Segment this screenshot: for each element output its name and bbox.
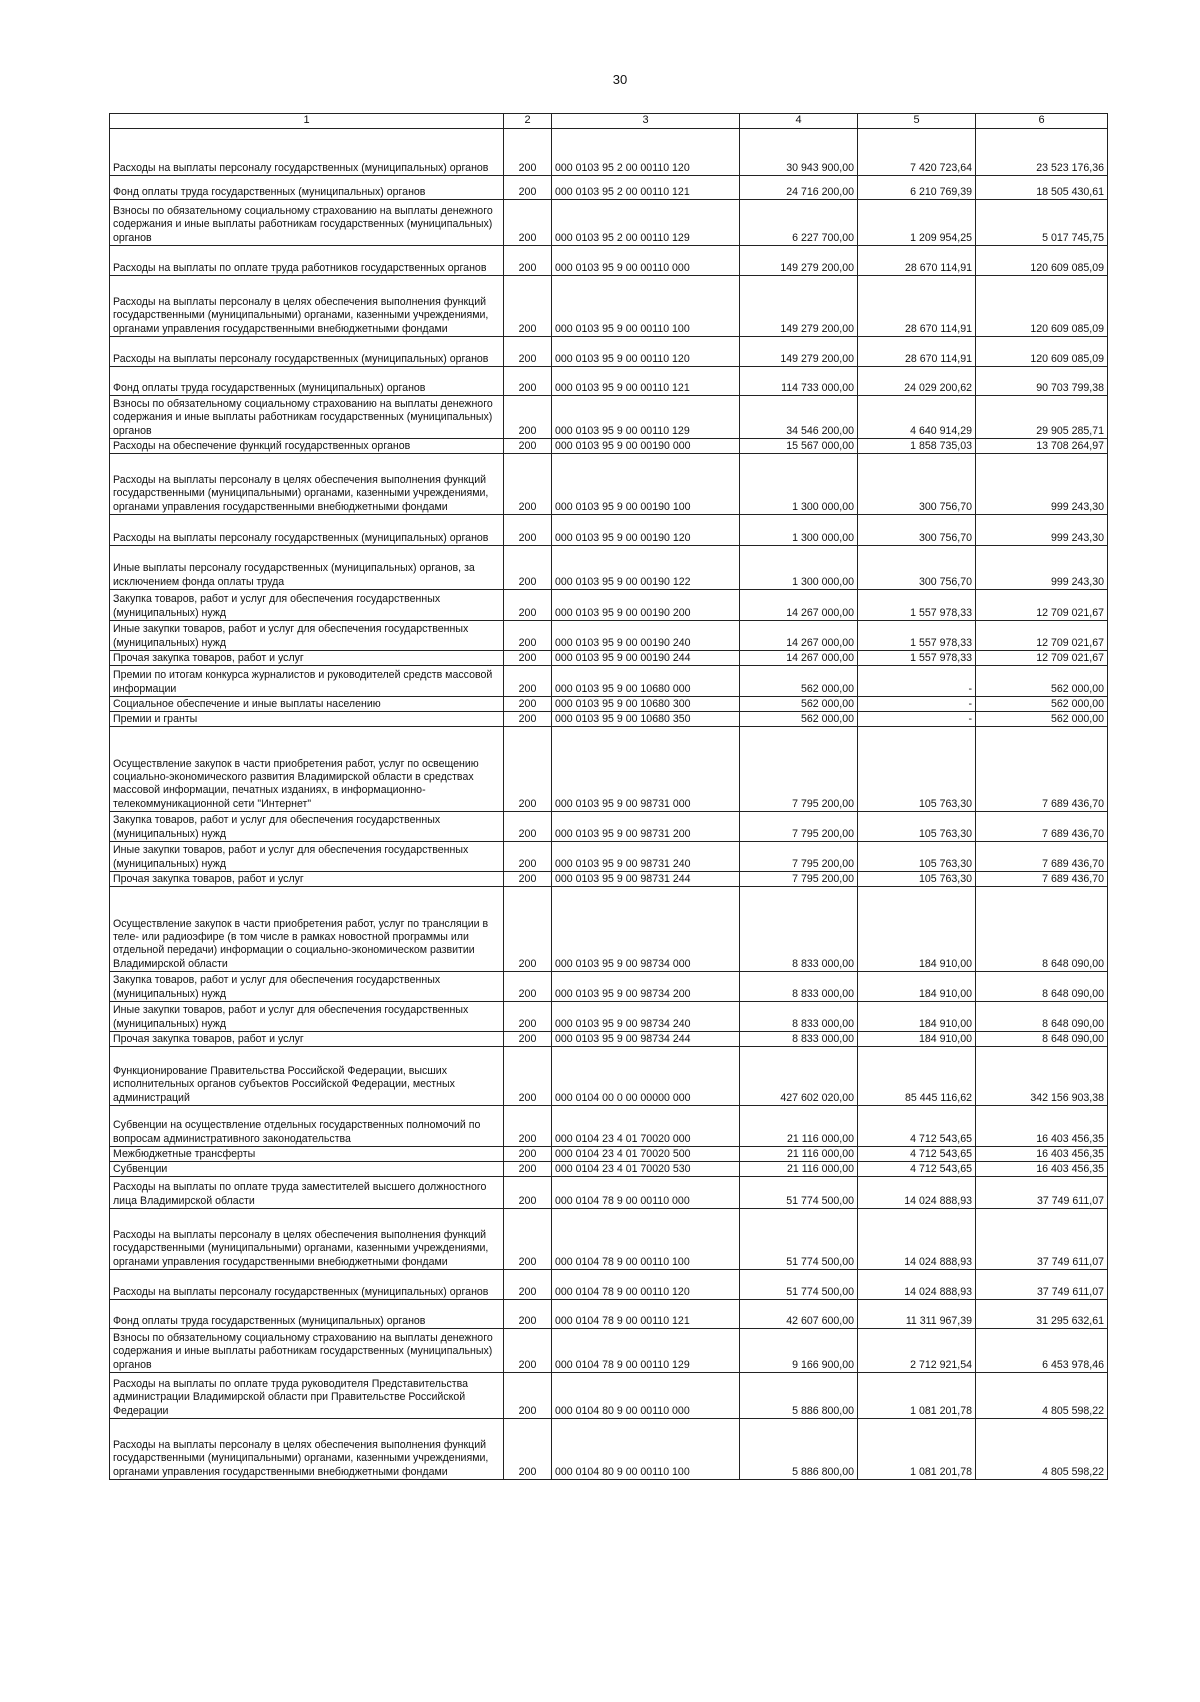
row-unexecuted: 120 609 085,09 <box>976 275 1108 336</box>
table-row <box>110 336 1108 366</box>
row-approved: 114 733 000,00 <box>740 366 858 395</box>
row-name: Фонд оплаты труда государственных (муниципальных) органов <box>110 366 504 395</box>
table-row <box>110 1269 1108 1299</box>
row-approved: 7 795 200,00 <box>740 811 858 841</box>
row-unexecuted: 8 648 090,00 <box>976 886 1108 971</box>
row-unexecuted: 120 609 085,09 <box>976 245 1108 275</box>
row-class-code: 000 0104 00 0 00 00000 000 <box>552 1046 740 1105</box>
row-approved: 8 833 000,00 <box>740 971 858 1001</box>
row-class-code: 000 0103 95 9 00 00190 000 <box>552 438 740 453</box>
row-line-code: 200 <box>504 545 552 589</box>
row-approved: 562 000,00 <box>740 696 858 711</box>
row-line-code: 200 <box>504 841 552 871</box>
table-row <box>110 438 1108 453</box>
row-executed: - <box>858 665 976 696</box>
table-row <box>110 1176 1108 1208</box>
table-row <box>110 128 1108 175</box>
table-row <box>110 1161 1108 1176</box>
row-unexecuted: 90 703 799,38 <box>976 366 1108 395</box>
row-line-code: 200 <box>504 589 552 620</box>
row-executed: 300 756,70 <box>858 453 976 514</box>
table-row <box>110 726 1108 811</box>
row-line-code: 200 <box>504 696 552 711</box>
row-class-code: 000 0103 95 9 00 00110 000 <box>552 245 740 275</box>
row-approved: 14 267 000,00 <box>740 650 858 665</box>
row-line-code: 200 <box>504 275 552 336</box>
row-line-code: 200 <box>504 514 552 545</box>
row-name: Расходы на выплаты по оплате труда заместителей высшего должностного лица Владимирской области <box>110 1176 504 1208</box>
row-line-code: 200 <box>504 395 552 438</box>
table-row <box>110 665 1108 696</box>
row-approved: 21 116 000,00 <box>740 1161 858 1176</box>
row-name: Закупка товаров, работ и услуг для обеспечения государственных (муниципальных) нужд <box>110 971 504 1001</box>
row-line-code: 200 <box>504 971 552 1001</box>
row-unexecuted: 12 709 021,67 <box>976 589 1108 620</box>
row-name: Иные закупки товаров, работ и услуг для обеспечения государственных (муниципальных) нужд <box>110 1001 504 1031</box>
row-approved: 30 943 900,00 <box>740 128 858 175</box>
row-unexecuted: 7 689 436,70 <box>976 841 1108 871</box>
row-executed: 184 910,00 <box>858 1031 976 1046</box>
row-class-code: 000 0104 78 9 00 00110 000 <box>552 1176 740 1208</box>
row-line-code: 200 <box>504 650 552 665</box>
table-row <box>110 1418 1108 1479</box>
row-executed: 1 557 978,33 <box>858 650 976 665</box>
row-executed: 14 024 888,93 <box>858 1176 976 1208</box>
row-line-code: 200 <box>504 1372 552 1418</box>
row-unexecuted: 120 609 085,09 <box>976 336 1108 366</box>
row-executed: 1 858 735,03 <box>858 438 976 453</box>
row-unexecuted: 37 749 611,07 <box>976 1208 1108 1269</box>
row-name: Расходы на выплаты персоналу в целях обеспечения выполнения функций государственными (муниципальными) органами, казенными учреждениями, органами управления государственными внебюджетными фондами <box>110 453 504 514</box>
table-row <box>110 841 1108 871</box>
table-row <box>110 453 1108 514</box>
row-unexecuted: 4 805 598,22 <box>976 1418 1108 1479</box>
row-line-code: 200 <box>504 726 552 811</box>
row-executed: 14 024 888,93 <box>858 1208 976 1269</box>
row-class-code: 000 0104 23 4 01 70020 000 <box>552 1105 740 1146</box>
table-row <box>110 886 1108 971</box>
row-unexecuted: 31 295 632,61 <box>976 1299 1108 1328</box>
row-executed: 105 763,30 <box>858 871 976 886</box>
row-unexecuted: 562 000,00 <box>976 711 1108 726</box>
row-name: Расходы на выплаты персоналу в целях обеспечения выполнения функций государственными (муниципальными) органами, казенными учреждениями, органами управления государственными внебюджетными фондами <box>110 275 504 336</box>
row-executed: 184 910,00 <box>858 971 976 1001</box>
row-name: Фонд оплаты труда государственных (муниципальных) органов <box>110 1299 504 1328</box>
row-class-code: 000 0104 23 4 01 70020 500 <box>552 1146 740 1161</box>
row-executed: 4 712 543,65 <box>858 1146 976 1161</box>
table-row <box>110 275 1108 336</box>
row-class-code: 000 0103 95 9 00 10680 300 <box>552 696 740 711</box>
table-row <box>110 971 1108 1001</box>
row-unexecuted: 562 000,00 <box>976 665 1108 696</box>
column-header: 6 <box>976 114 1108 129</box>
row-executed: 24 029 200,62 <box>858 366 976 395</box>
row-name: Иные закупки товаров, работ и услуг для обеспечения государственных (муниципальных) нужд <box>110 841 504 871</box>
row-executed: 4 712 543,65 <box>858 1105 976 1146</box>
row-name: Расходы на выплаты персоналу в целях обеспечения выполнения функций государственными (муниципальными) органами, казенными учреждениями, органами управления государственными внебюджетными фондами <box>110 1418 504 1479</box>
row-name: Осуществление закупок в части приобретения работ, услуг по трансляции в теле- или радиоэфире (в том числе в рамках новостной программы или отдельной передачи) информации о социально-экономическом развитии Владимирской области <box>110 886 504 971</box>
table-row <box>110 696 1108 711</box>
row-class-code: 000 0103 95 9 00 00190 100 <box>552 453 740 514</box>
row-name: Закупка товаров, работ и услуг для обеспечения государственных (муниципальных) нужд <box>110 811 504 841</box>
table-row <box>110 1372 1108 1418</box>
row-executed: 85 445 116,62 <box>858 1046 976 1105</box>
row-approved: 14 267 000,00 <box>740 589 858 620</box>
row-name: Взносы по обязательному социальному страхованию на выплаты денежного содержания и иные выплаты работникам государственных (муниципальных) органов <box>110 395 504 438</box>
row-unexecuted: 16 403 456,35 <box>976 1146 1108 1161</box>
row-unexecuted: 7 689 436,70 <box>976 871 1108 886</box>
row-unexecuted: 18 505 430,61 <box>976 175 1108 199</box>
table-header-row <box>110 114 1108 129</box>
row-executed: 184 910,00 <box>858 1001 976 1031</box>
row-line-code: 200 <box>504 1418 552 1479</box>
row-executed: 1 209 954,25 <box>858 199 976 245</box>
row-name: Расходы на выплаты персоналу государственных (муниципальных) органов <box>110 128 504 175</box>
row-class-code: 000 0103 95 9 00 98731 240 <box>552 841 740 871</box>
row-name: Субвенции <box>110 1161 504 1176</box>
row-class-code: 000 0103 95 9 00 98734 000 <box>552 886 740 971</box>
row-approved: 7 795 200,00 <box>740 871 858 886</box>
row-approved: 51 774 500,00 <box>740 1208 858 1269</box>
row-name: Расходы на выплаты персоналу государственных (муниципальных) органов <box>110 1269 504 1299</box>
row-unexecuted: 7 689 436,70 <box>976 811 1108 841</box>
table-row <box>110 620 1108 650</box>
row-executed: 2 712 921,54 <box>858 1328 976 1372</box>
table-row <box>110 1031 1108 1046</box>
row-unexecuted: 37 749 611,07 <box>976 1176 1108 1208</box>
row-name: Иные выплаты персоналу государственных (муниципальных) органов, за исключением фонда оплаты труда <box>110 545 504 589</box>
row-approved: 42 607 600,00 <box>740 1299 858 1328</box>
row-executed: 7 420 723,64 <box>858 128 976 175</box>
row-class-code: 000 0103 95 9 00 00110 100 <box>552 275 740 336</box>
row-line-code: 200 <box>504 1161 552 1176</box>
row-line-code: 200 <box>504 620 552 650</box>
row-line-code: 200 <box>504 811 552 841</box>
table-row <box>110 245 1108 275</box>
row-line-code: 200 <box>504 1208 552 1269</box>
row-line-code: 200 <box>504 438 552 453</box>
row-unexecuted: 29 905 285,71 <box>976 395 1108 438</box>
row-executed: 4 712 543,65 <box>858 1161 976 1176</box>
row-line-code: 200 <box>504 1328 552 1372</box>
row-executed: 6 210 769,39 <box>858 175 976 199</box>
table-row <box>110 589 1108 620</box>
row-approved: 1 300 000,00 <box>740 545 858 589</box>
row-unexecuted: 8 648 090,00 <box>976 1001 1108 1031</box>
table-row <box>110 175 1108 199</box>
row-executed: 14 024 888,93 <box>858 1269 976 1299</box>
row-executed: 300 756,70 <box>858 514 976 545</box>
budget-table <box>109 113 1108 1480</box>
row-class-code: 000 0103 95 9 00 00110 129 <box>552 395 740 438</box>
column-header: 4 <box>740 114 858 129</box>
row-class-code: 000 0103 95 9 00 00190 240 <box>552 620 740 650</box>
row-line-code: 200 <box>504 175 552 199</box>
row-approved: 34 546 200,00 <box>740 395 858 438</box>
row-name: Расходы на выплаты по оплате труда работников государственных органов <box>110 245 504 275</box>
table-row <box>110 1208 1108 1269</box>
row-line-code: 200 <box>504 1001 552 1031</box>
row-executed: 105 763,30 <box>858 726 976 811</box>
row-unexecuted: 37 749 611,07 <box>976 1269 1108 1299</box>
row-approved: 427 602 020,00 <box>740 1046 858 1105</box>
row-approved: 51 774 500,00 <box>740 1269 858 1299</box>
row-unexecuted: 6 453 978,46 <box>976 1328 1108 1372</box>
row-class-code: 000 0103 95 9 00 98731 244 <box>552 871 740 886</box>
row-name: Прочая закупка товаров, работ и услуг <box>110 1031 504 1046</box>
row-class-code: 000 0103 95 9 00 98734 240 <box>552 1001 740 1031</box>
row-unexecuted: 23 523 176,36 <box>976 128 1108 175</box>
row-line-code: 200 <box>504 366 552 395</box>
row-line-code: 200 <box>504 1176 552 1208</box>
row-approved: 14 267 000,00 <box>740 620 858 650</box>
row-name: Функционирование Правительства Российской Федерации, высших исполнительных органов субъектов Российской Федерации, местных администраций <box>110 1046 504 1105</box>
row-class-code: 000 0104 78 9 00 00110 120 <box>552 1269 740 1299</box>
row-name: Закупка товаров, работ и услуг для обеспечения государственных (муниципальных) нужд <box>110 589 504 620</box>
row-line-code: 200 <box>504 886 552 971</box>
row-approved: 21 116 000,00 <box>740 1146 858 1161</box>
row-line-code: 200 <box>504 1105 552 1146</box>
row-class-code: 000 0104 78 9 00 00110 121 <box>552 1299 740 1328</box>
row-class-code: 000 0104 78 9 00 00110 100 <box>552 1208 740 1269</box>
row-class-code: 000 0103 95 9 00 98731 200 <box>552 811 740 841</box>
row-executed: 1 081 201,78 <box>858 1372 976 1418</box>
row-name: Взносы по обязательному социальному страхованию на выплаты денежного содержания и иные выплаты работникам государственных (муниципальных) органов <box>110 1328 504 1372</box>
table-row <box>110 1105 1108 1146</box>
row-class-code: 000 0103 95 9 00 10680 350 <box>552 711 740 726</box>
row-executed: 4 640 914,29 <box>858 395 976 438</box>
row-name: Фонд оплаты труда государственных (муниципальных) органов <box>110 175 504 199</box>
row-class-code: 000 0104 80 9 00 00110 100 <box>552 1418 740 1479</box>
row-class-code: 000 0103 95 2 00 00110 120 <box>552 128 740 175</box>
row-executed: - <box>858 711 976 726</box>
row-unexecuted: 5 017 745,75 <box>976 199 1108 245</box>
row-unexecuted: 12 709 021,67 <box>976 620 1108 650</box>
row-class-code: 000 0103 95 2 00 00110 121 <box>552 175 740 199</box>
row-name: Межбюджетные трансферты <box>110 1146 504 1161</box>
row-approved: 8 833 000,00 <box>740 1001 858 1031</box>
row-approved: 24 716 200,00 <box>740 175 858 199</box>
row-executed: 28 670 114,91 <box>858 336 976 366</box>
row-name: Расходы на выплаты персоналу государственных (муниципальных) органов <box>110 336 504 366</box>
row-class-code: 000 0103 95 9 00 00110 121 <box>552 366 740 395</box>
column-header: 1 <box>110 114 504 129</box>
row-name: Взносы по обязательному социальному страхованию на выплаты денежного содержания и иные выплаты работникам государственных (муниципальных) органов <box>110 199 504 245</box>
table-row <box>110 1299 1108 1328</box>
row-class-code: 000 0103 95 9 00 98734 244 <box>552 1031 740 1046</box>
row-approved: 7 795 200,00 <box>740 726 858 811</box>
row-executed: 105 763,30 <box>858 811 976 841</box>
row-line-code: 200 <box>504 336 552 366</box>
column-header: 5 <box>858 114 976 129</box>
table-row <box>110 711 1108 726</box>
budget-table-wrapper <box>109 113 1108 1480</box>
row-approved: 8 833 000,00 <box>740 886 858 971</box>
row-line-code: 200 <box>504 1299 552 1328</box>
row-line-code: 200 <box>504 665 552 696</box>
row-line-code: 200 <box>504 1269 552 1299</box>
row-approved: 6 227 700,00 <box>740 199 858 245</box>
row-approved: 149 279 200,00 <box>740 336 858 366</box>
row-name: Расходы на выплаты по оплате труда руководителя Представительства администрации Владимирской области при Правительстве Российской Федерации <box>110 1372 504 1418</box>
row-unexecuted: 999 243,30 <box>976 514 1108 545</box>
row-unexecuted: 16 403 456,35 <box>976 1105 1108 1146</box>
row-line-code: 200 <box>504 1046 552 1105</box>
table-row <box>110 811 1108 841</box>
row-line-code: 200 <box>504 128 552 175</box>
row-approved: 51 774 500,00 <box>740 1176 858 1208</box>
row-unexecuted: 16 403 456,35 <box>976 1161 1108 1176</box>
table-row <box>110 545 1108 589</box>
row-line-code: 200 <box>504 711 552 726</box>
table-row <box>110 366 1108 395</box>
row-unexecuted: 7 689 436,70 <box>976 726 1108 811</box>
row-line-code: 200 <box>504 199 552 245</box>
row-approved: 15 567 000,00 <box>740 438 858 453</box>
row-name: Премии и гранты <box>110 711 504 726</box>
row-name: Расходы на выплаты персоналу государственных (муниципальных) органов <box>110 514 504 545</box>
row-approved: 1 300 000,00 <box>740 453 858 514</box>
row-class-code: 000 0103 95 9 00 98731 000 <box>552 726 740 811</box>
row-approved: 8 833 000,00 <box>740 1031 858 1046</box>
row-executed: 1 557 978,33 <box>858 620 976 650</box>
row-class-code: 000 0104 78 9 00 00110 129 <box>552 1328 740 1372</box>
table-row <box>110 871 1108 886</box>
row-name: Субвенции на осуществление отдельных государственных полномочий по вопросам административного законодательства <box>110 1105 504 1146</box>
row-line-code: 200 <box>504 1031 552 1046</box>
row-name: Расходы на обеспечение функций государственных органов <box>110 438 504 453</box>
row-approved: 562 000,00 <box>740 711 858 726</box>
row-unexecuted: 12 709 021,67 <box>976 650 1108 665</box>
row-approved: 149 279 200,00 <box>740 275 858 336</box>
row-executed: 105 763,30 <box>858 841 976 871</box>
row-class-code: 000 0103 95 9 00 00190 122 <box>552 545 740 589</box>
table-row <box>110 1146 1108 1161</box>
row-name: Прочая закупка товаров, работ и услуг <box>110 650 504 665</box>
row-executed: - <box>858 696 976 711</box>
row-approved: 562 000,00 <box>740 665 858 696</box>
row-class-code: 000 0103 95 9 00 98734 200 <box>552 971 740 1001</box>
row-line-code: 200 <box>504 245 552 275</box>
column-header: 3 <box>552 114 740 129</box>
row-class-code: 000 0104 80 9 00 00110 000 <box>552 1372 740 1418</box>
row-approved: 7 795 200,00 <box>740 841 858 871</box>
row-class-code: 000 0103 95 9 00 10680 000 <box>552 665 740 696</box>
table-row <box>110 650 1108 665</box>
table-row <box>110 1001 1108 1031</box>
table-row <box>110 395 1108 438</box>
row-unexecuted: 13 708 264,97 <box>976 438 1108 453</box>
row-line-code: 200 <box>504 871 552 886</box>
table-row <box>110 199 1108 245</box>
row-unexecuted: 999 243,30 <box>976 545 1108 589</box>
row-name: Осуществление закупок в части приобретения работ, услуг по освещению социально-экономического развития Владимирской области в средствах массовой информации, печатных изданиях, в информационно-телекоммуникационной сети "Интернет" <box>110 726 504 811</box>
row-class-code: 000 0104 23 4 01 70020 530 <box>552 1161 740 1176</box>
page-number: 30 <box>612 72 628 87</box>
row-name: Прочая закупка товаров, работ и услуг <box>110 871 504 886</box>
table-row <box>110 1046 1108 1105</box>
row-line-code: 200 <box>504 1146 552 1161</box>
row-class-code: 000 0103 95 9 00 00190 244 <box>552 650 740 665</box>
row-name: Социальное обеспечение и иные выплаты населению <box>110 696 504 711</box>
row-unexecuted: 562 000,00 <box>976 696 1108 711</box>
row-name: Премии по итогам конкурса журналистов и руководителей средств массовой информации <box>110 665 504 696</box>
row-approved: 9 166 900,00 <box>740 1328 858 1372</box>
row-approved: 149 279 200,00 <box>740 245 858 275</box>
table-body <box>110 128 1108 1479</box>
row-executed: 184 910,00 <box>858 886 976 971</box>
row-executed: 1 081 201,78 <box>858 1418 976 1479</box>
row-unexecuted: 342 156 903,38 <box>976 1046 1108 1105</box>
row-class-code: 000 0103 95 2 00 00110 129 <box>552 199 740 245</box>
row-line-code: 200 <box>504 453 552 514</box>
row-unexecuted: 999 243,30 <box>976 453 1108 514</box>
row-unexecuted: 8 648 090,00 <box>976 1031 1108 1046</box>
row-approved: 21 116 000,00 <box>740 1105 858 1146</box>
row-approved: 5 886 800,00 <box>740 1372 858 1418</box>
row-unexecuted: 8 648 090,00 <box>976 971 1108 1001</box>
row-approved: 5 886 800,00 <box>740 1418 858 1479</box>
row-executed: 300 756,70 <box>858 545 976 589</box>
row-executed: 1 557 978,33 <box>858 589 976 620</box>
row-class-code: 000 0103 95 9 00 00190 200 <box>552 589 740 620</box>
row-executed: 28 670 114,91 <box>858 275 976 336</box>
row-executed: 11 311 967,39 <box>858 1299 976 1328</box>
column-header: 2 <box>504 114 552 129</box>
row-class-code: 000 0103 95 9 00 00110 120 <box>552 336 740 366</box>
table-row <box>110 1328 1108 1372</box>
row-name: Расходы на выплаты персоналу в целях обеспечения выполнения функций государственными (муниципальными) органами, казенными учреждениями, органами управления государственными внебюджетными фондами <box>110 1208 504 1269</box>
table-row <box>110 514 1108 545</box>
row-executed: 28 670 114,91 <box>858 245 976 275</box>
row-unexecuted: 4 805 598,22 <box>976 1372 1108 1418</box>
row-name: Иные закупки товаров, работ и услуг для обеспечения государственных (муниципальных) нужд <box>110 620 504 650</box>
row-class-code: 000 0103 95 9 00 00190 120 <box>552 514 740 545</box>
row-approved: 1 300 000,00 <box>740 514 858 545</box>
